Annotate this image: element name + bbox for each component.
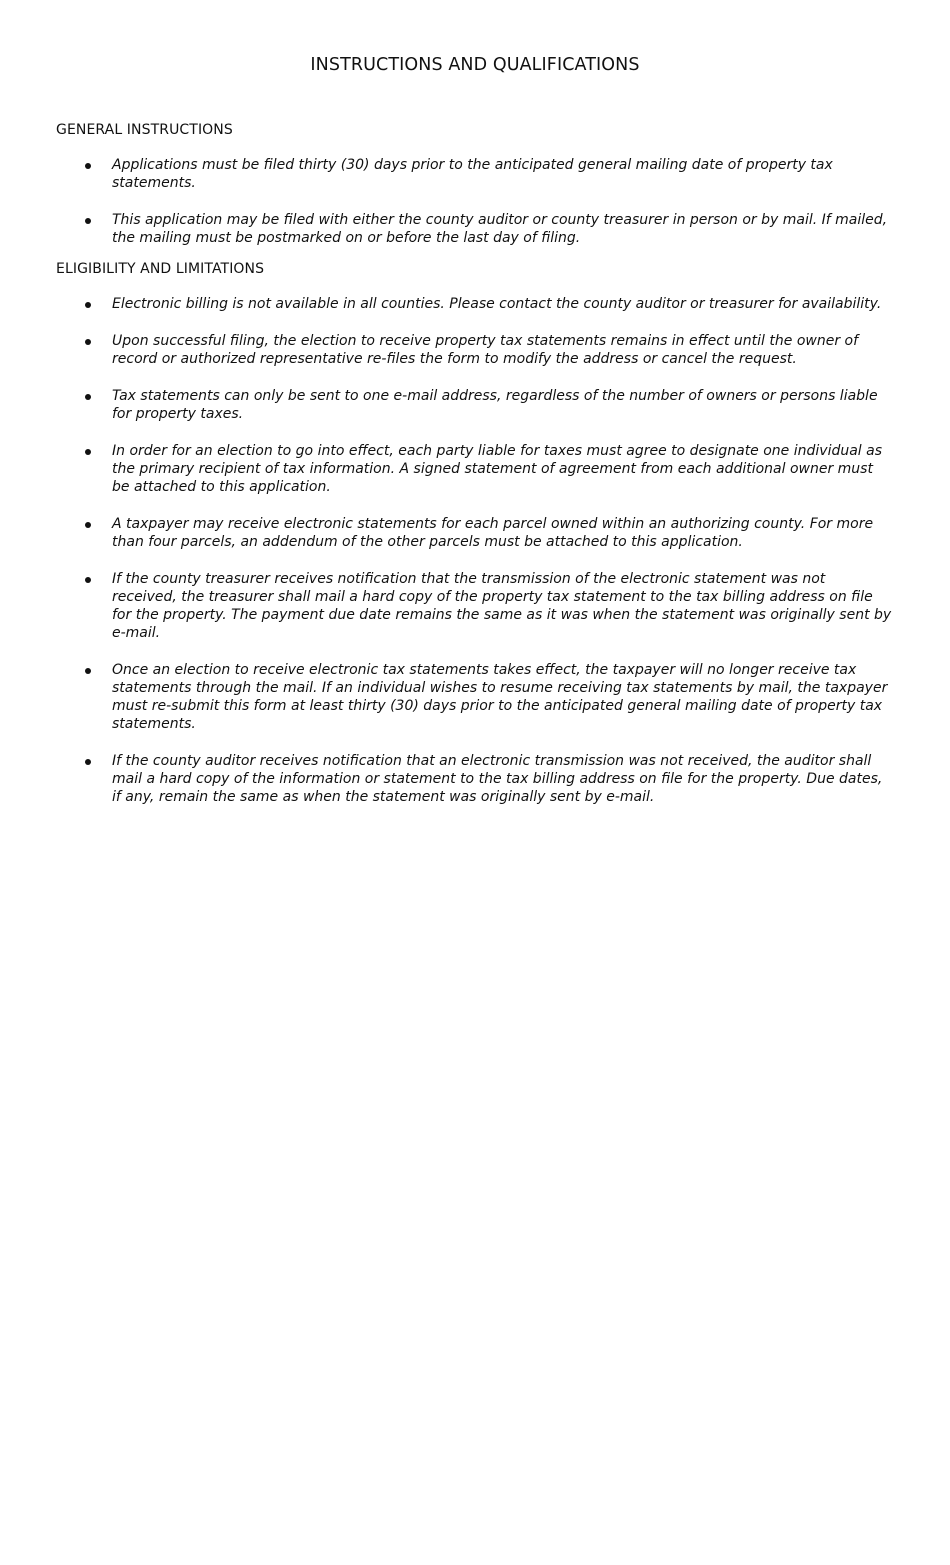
list-item [56,661,894,733]
list-item [56,442,894,496]
list-item-text: This application may be filed with either the county auditor or county treasurer in person or by mail. If mailed, the mailing must be postmarked on or before the last day of filing. [112,212,888,246]
list-item-text: Applications must be filed thirty (30) days prior to the anticipated general mailing date of property tax statements. [112,157,833,191]
list-item [56,211,894,247]
bullet-icon [85,522,91,528]
bullet-icon [85,339,91,345]
bullet-icon [85,163,91,169]
list-item-text: In order for an election to go into effect, each party liable for taxes must agree to designate one individual as the primary recipient of tax information. A signed statement of agreement from each additional owner must be attached to this application. [112,443,883,495]
bullet-list [56,156,894,247]
bullet-icon [85,302,91,308]
list-item-text: Tax statements can only be sent to one e-mail address, regardless of the number of owners or persons liable for property taxes. [112,388,878,422]
list-item [56,570,894,642]
section-general-instructions [56,122,894,247]
list-item [56,515,894,551]
list-item-text: Upon successful filing, the election to receive property tax statements remains in effect until the owner of record or authorized representative re-files the form to modify the address or cancel the request. [112,333,859,367]
list-item-text: Once an election to receive electronic tax statements takes effect, the taxpayer will no longer receive tax statements through the mail. If an individual wishes to resume receiving tax statements by mail, the taxpayer must re-submit this form at least thirty (30) days prior to the anticipated general mailing date of property tax statements. [112,662,888,732]
bullet-icon [85,577,91,583]
list-item-text: A taxpayer may receive electronic statements for each parcel owned within an authorizing county. For more than four parcels, an addendum of the other parcels must be attached to this application. [112,516,874,550]
bullet-list [56,295,894,806]
section-heading: GENERAL INSTRUCTIONS [56,122,233,138]
section-heading: ELIGIBILITY AND LIMITATIONS [56,261,265,277]
list-item-text: If the county treasurer receives notification that the transmission of the electronic statement was not received, the treasurer shall mail a hard copy of the property tax statement to the tax billing address on file for the property. The payment due date remains the same as it was when the statement was originally sent by e-mail. [112,571,892,641]
bullet-icon [85,759,91,765]
bullet-icon [85,668,91,674]
bullet-icon [85,394,91,400]
list-item [56,387,894,423]
list-item [56,752,894,806]
bullet-icon [85,449,91,455]
bullet-icon [85,218,91,224]
list-item [56,332,894,368]
section-eligibility-and-limitations [56,261,894,806]
document-body [56,122,894,806]
list-item [56,295,894,313]
list-item [56,156,894,192]
page-title: INSTRUCTIONS AND QUALIFICATIONS [310,55,640,75]
list-item-text: If the county auditor receives notification that an electronic transmission was not received, the auditor shall mail a hard copy of the information or statement to the tax billing address on file for the property. Due dates, if any, remain the same as when the statement was originally sent by e-mail. [112,753,883,805]
list-item-text: Electronic billing is not available in all counties. Please contact the county auditor or treasurer for availability. [112,296,882,312]
